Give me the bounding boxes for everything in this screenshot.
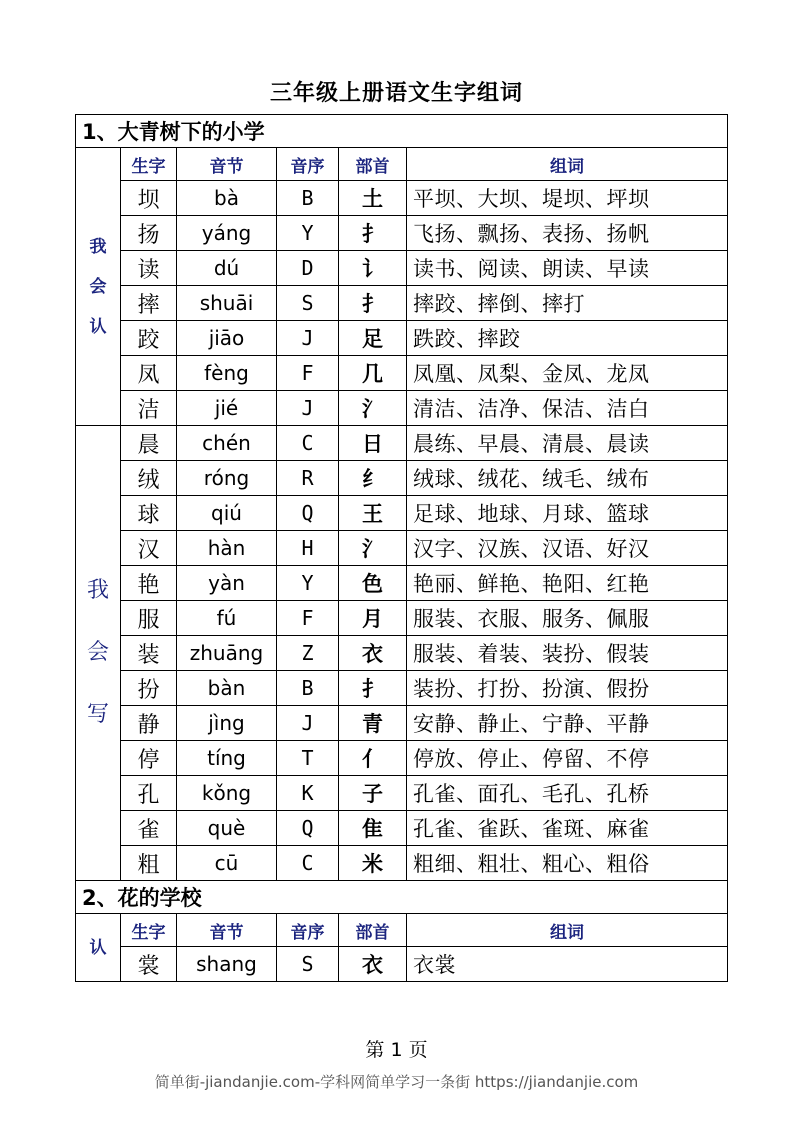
group-label — [76, 426, 121, 881]
header-words: 组词 — [407, 148, 728, 181]
table-row — [76, 496, 728, 531]
cell-char: 裳 — [121, 947, 177, 982]
table-row — [76, 741, 728, 776]
cell-words: 绒球、绒花、绒毛、绒布 — [407, 461, 728, 496]
table-row — [76, 216, 728, 251]
cell-radical: 亻 — [339, 741, 407, 776]
cell-radical: 衣 — [339, 636, 407, 671]
group-label-char: 认 — [89, 937, 107, 958]
cell-char: 服 — [121, 601, 177, 636]
cell-order: S — [277, 947, 339, 982]
group-label — [76, 914, 121, 982]
cell-char: 球 — [121, 496, 177, 531]
table-header-row — [76, 914, 728, 947]
header-char: 生字 — [121, 148, 177, 181]
cell-order: Z — [277, 636, 339, 671]
table-row — [76, 181, 728, 216]
cell-order: R — [277, 461, 339, 496]
cell-words: 飞扬、飘扬、表扬、扬帆 — [407, 216, 728, 251]
header-pinyin: 音节 — [177, 914, 277, 947]
group-label-char: 我 — [89, 236, 107, 257]
cell-radical: 氵 — [339, 391, 407, 426]
header-radical: 部首 — [339, 148, 407, 181]
cell-order: D — [277, 251, 339, 286]
cell-char: 汉 — [121, 531, 177, 566]
cell-order: Y — [277, 566, 339, 601]
cell-words: 艳丽、鲜艳、艳阳、红艳 — [407, 566, 728, 601]
cell-words: 读书、阅读、朗读、早读 — [407, 251, 728, 286]
cell-pinyin: jìng — [177, 706, 277, 741]
cell-order: Q — [277, 496, 339, 531]
cell-order: B — [277, 181, 339, 216]
cell-words: 停放、停止、停留、不停 — [407, 741, 728, 776]
cell-order: F — [277, 356, 339, 391]
cell-pinyin: jié — [177, 391, 277, 426]
cell-pinyin: róng — [177, 461, 277, 496]
table-row — [76, 947, 728, 982]
cell-pinyin: què — [177, 811, 277, 846]
header-order: 音序 — [277, 148, 339, 181]
table-row — [76, 706, 728, 741]
cell-pinyin: hàn — [177, 531, 277, 566]
cell-words: 粗细、粗壮、粗心、粗俗 — [407, 846, 728, 881]
cell-char: 绒 — [121, 461, 177, 496]
table-row — [76, 251, 728, 286]
cell-pinyin: qiú — [177, 496, 277, 531]
cell-order: H — [277, 531, 339, 566]
cell-radical: 扌 — [339, 216, 407, 251]
cell-radical: 日 — [339, 426, 407, 461]
cell-radical: 纟 — [339, 461, 407, 496]
table-row — [76, 566, 728, 601]
cell-char: 雀 — [121, 811, 177, 846]
cell-char: 跤 — [121, 321, 177, 356]
cell-radical: 子 — [339, 776, 407, 811]
cell-pinyin: bàn — [177, 671, 277, 706]
header-words: 组词 — [407, 914, 728, 947]
cell-order: T — [277, 741, 339, 776]
cell-radical: 扌 — [339, 286, 407, 321]
cell-pinyin: jiāo — [177, 321, 277, 356]
cell-order: S — [277, 286, 339, 321]
cell-words: 安静、静止、宁静、平静 — [407, 706, 728, 741]
cell-words: 平坝、大坝、堤坝、坪坝 — [407, 181, 728, 216]
cell-order: J — [277, 706, 339, 741]
cell-pinyin: cū — [177, 846, 277, 881]
document-title: 三年级上册语文生字组词 — [269, 81, 523, 106]
group-label-char: 会 — [89, 276, 107, 297]
cell-radical: 讠 — [339, 251, 407, 286]
table-header-row — [76, 148, 728, 181]
page-number: 第 1 页 — [365, 1039, 428, 1061]
cell-order: F — [277, 601, 339, 636]
group-label — [76, 148, 121, 426]
cell-char: 凤 — [121, 356, 177, 391]
cell-words: 晨练、早晨、清晨、晨读 — [407, 426, 728, 461]
cell-pinyin: yáng — [177, 216, 277, 251]
cell-char: 装 — [121, 636, 177, 671]
cell-radical: 月 — [339, 601, 407, 636]
cell-char: 停 — [121, 741, 177, 776]
header-radical: 部首 — [339, 914, 407, 947]
cell-radical: 扌 — [339, 671, 407, 706]
cell-words: 足球、地球、月球、篮球 — [407, 496, 728, 531]
cell-words: 凤凰、凤梨、金凤、龙凤 — [407, 356, 728, 391]
cell-radical: 衣 — [339, 947, 407, 982]
group-label-char: 会 — [86, 640, 109, 665]
cell-words: 跌跤、摔跤 — [407, 321, 728, 356]
cell-pinyin: yàn — [177, 566, 277, 601]
cell-radical: 氵 — [339, 531, 407, 566]
page-footer: 简单街-jiandanjie.com-学科网简单学习一条街 https://jiandanjie.com — [154, 1073, 639, 1091]
header-char: 生字 — [121, 914, 177, 947]
cell-char: 扬 — [121, 216, 177, 251]
cell-words: 装扮、打扮、扮演、假扮 — [407, 671, 728, 706]
table-row — [76, 636, 728, 671]
table-row — [76, 461, 728, 496]
vocab-table — [75, 114, 728, 982]
cell-words: 服装、衣服、服务、佩服 — [407, 601, 728, 636]
cell-char: 艳 — [121, 566, 177, 601]
table-row — [76, 321, 728, 356]
cell-pinyin: kǒng — [177, 776, 277, 811]
cell-char: 静 — [121, 706, 177, 741]
cell-order: B — [277, 671, 339, 706]
cell-pinyin: fèng — [177, 356, 277, 391]
table-row — [76, 426, 728, 461]
cell-char: 坝 — [121, 181, 177, 216]
cell-words: 衣裳 — [407, 947, 728, 982]
table-row — [76, 811, 728, 846]
cell-radical: 色 — [339, 566, 407, 601]
section-title-row — [76, 881, 728, 914]
table-row — [76, 356, 728, 391]
cell-radical: 土 — [339, 181, 407, 216]
table-row — [76, 286, 728, 321]
table-row — [76, 776, 728, 811]
cell-pinyin: chén — [177, 426, 277, 461]
cell-words: 汉字、汉族、汉语、好汉 — [407, 531, 728, 566]
cell-order: Y — [277, 216, 339, 251]
cell-radical: 几 — [339, 356, 407, 391]
table-row — [76, 671, 728, 706]
cell-char: 粗 — [121, 846, 177, 881]
table-row — [76, 531, 728, 566]
cell-order: C — [277, 846, 339, 881]
cell-char: 摔 — [121, 286, 177, 321]
cell-words: 服装、着装、装扮、假装 — [407, 636, 728, 671]
cell-char: 扮 — [121, 671, 177, 706]
cell-order: K — [277, 776, 339, 811]
group-label-char: 我 — [86, 578, 109, 603]
table-row — [76, 846, 728, 881]
cell-radical: 王 — [339, 496, 407, 531]
cell-char: 读 — [121, 251, 177, 286]
cell-words: 孔雀、面孔、毛孔、孔桥 — [407, 776, 728, 811]
cell-pinyin: dú — [177, 251, 277, 286]
cell-radical: 青 — [339, 706, 407, 741]
cell-pinyin: tíng — [177, 741, 277, 776]
header-order: 音序 — [277, 914, 339, 947]
section-title-row — [76, 115, 728, 148]
cell-pinyin: shang — [177, 947, 277, 982]
table-row — [76, 601, 728, 636]
cell-pinyin: fú — [177, 601, 277, 636]
section-title: 2、花的学校 — [76, 881, 728, 914]
group-label-char: 认 — [89, 316, 107, 337]
cell-words: 摔跤、摔倒、摔打 — [407, 286, 728, 321]
cell-order: Q — [277, 811, 339, 846]
cell-radical: 米 — [339, 846, 407, 881]
cell-radical: 足 — [339, 321, 407, 356]
cell-pinyin: bà — [177, 181, 277, 216]
cell-pinyin: zhuāng — [177, 636, 277, 671]
cell-words: 清洁、洁净、保洁、洁白 — [407, 391, 728, 426]
cell-order: C — [277, 426, 339, 461]
cell-radical: 隹 — [339, 811, 407, 846]
cell-char: 晨 — [121, 426, 177, 461]
section-title: 1、大青树下的小学 — [76, 115, 728, 148]
cell-words: 孔雀、雀跃、雀斑、麻雀 — [407, 811, 728, 846]
cell-order: J — [277, 391, 339, 426]
cell-char: 孔 — [121, 776, 177, 811]
group-label-char: 写 — [86, 702, 109, 727]
cell-char: 洁 — [121, 391, 177, 426]
table-row — [76, 391, 728, 426]
cell-pinyin: shuāi — [177, 286, 277, 321]
header-pinyin: 音节 — [177, 148, 277, 181]
cell-order: J — [277, 321, 339, 356]
